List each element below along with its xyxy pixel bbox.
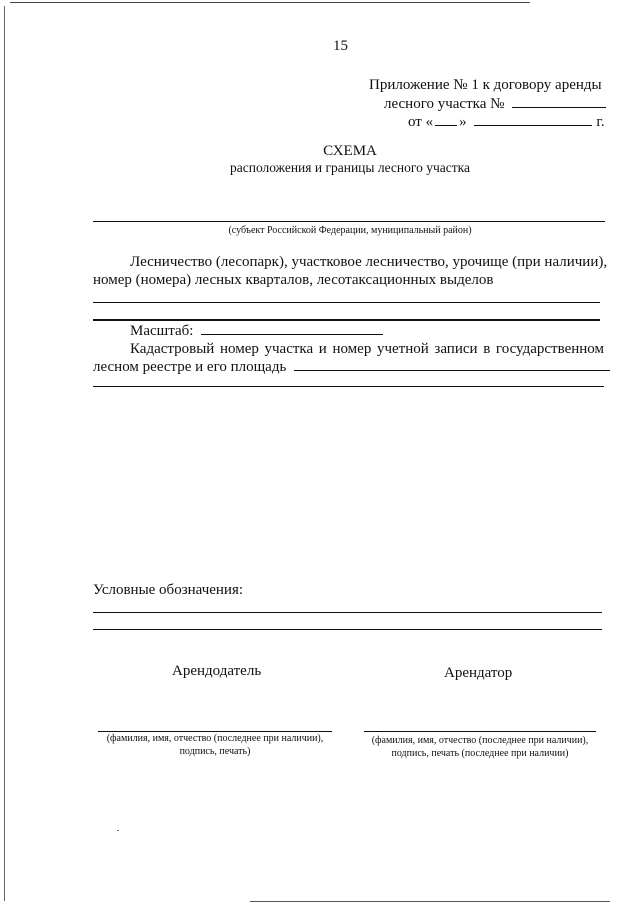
page-number: 15 [333, 38, 348, 54]
lease-number-label: лесного участка № [384, 96, 505, 112]
scan-speck [117, 830, 119, 831]
subject-line [93, 221, 605, 222]
lessee-heading: Арендатор [444, 665, 513, 681]
date-suffix: г. [596, 114, 605, 130]
date-line [408, 113, 605, 131]
legend-blank-line2 [93, 629, 602, 630]
scan-border-top [10, 2, 530, 3]
lease-number-line [384, 95, 606, 113]
scale-line [130, 322, 383, 340]
forestry-text-line1: Лесничество (лесопарк), участковое лесничество, урочище (при наличии), [130, 254, 608, 270]
lessee-signature-line [364, 731, 596, 732]
forestry-text-line2: номер (номера) лесных кварталов, лесотаксационных выделов [93, 272, 494, 288]
date-prefix: от « [408, 114, 434, 130]
date-day-blank [435, 113, 457, 126]
cadastral-blank-line2 [93, 386, 604, 387]
lessor-caption-line2: подпись, печать) [179, 746, 251, 757]
lease-number-blank [512, 95, 606, 108]
date-month-blank [474, 113, 592, 126]
lessee-caption-line2: подпись, печать (последнее при наличии) [391, 748, 569, 759]
scale-blank [201, 322, 383, 335]
cadastral-text-line1: Кадастровый номер участка и номер учетной записи в государственном [130, 341, 604, 357]
scheme-map-area [93, 395, 604, 575]
document-subtitle: расположения и границы лесного участка [230, 160, 470, 175]
scale-label: Масштаб: [130, 323, 194, 339]
document-title: СХЕМА [323, 143, 377, 159]
lessor-heading: Арендодатель [172, 663, 262, 679]
legend-label: Условные обозначения: [93, 582, 244, 598]
scan-border-bottom [250, 901, 610, 902]
subject-caption: (субъект Российской Федерации, муниципальный район) [228, 225, 472, 236]
lessee-caption-line1: (фамилия, имя, отчество (последнее при наличии), [371, 735, 589, 746]
lessor-signature-line [98, 731, 332, 732]
lessor-caption-line1: (фамилия, имя, отчество (последнее при наличии), [106, 733, 324, 744]
scan-border-left [4, 6, 5, 901]
cadastral-label: лесном реестре и его площадь [93, 359, 287, 375]
date-mid: » [459, 114, 467, 130]
forestry-blank-line2 [93, 319, 600, 321]
cadastral-text-line2 [93, 358, 610, 376]
appendix-title: Приложение № 1 к договору аренды [369, 77, 602, 93]
forestry-blank-line1 [93, 302, 600, 303]
legend-blank-line1 [93, 612, 602, 613]
cadastral-blank [294, 358, 610, 371]
